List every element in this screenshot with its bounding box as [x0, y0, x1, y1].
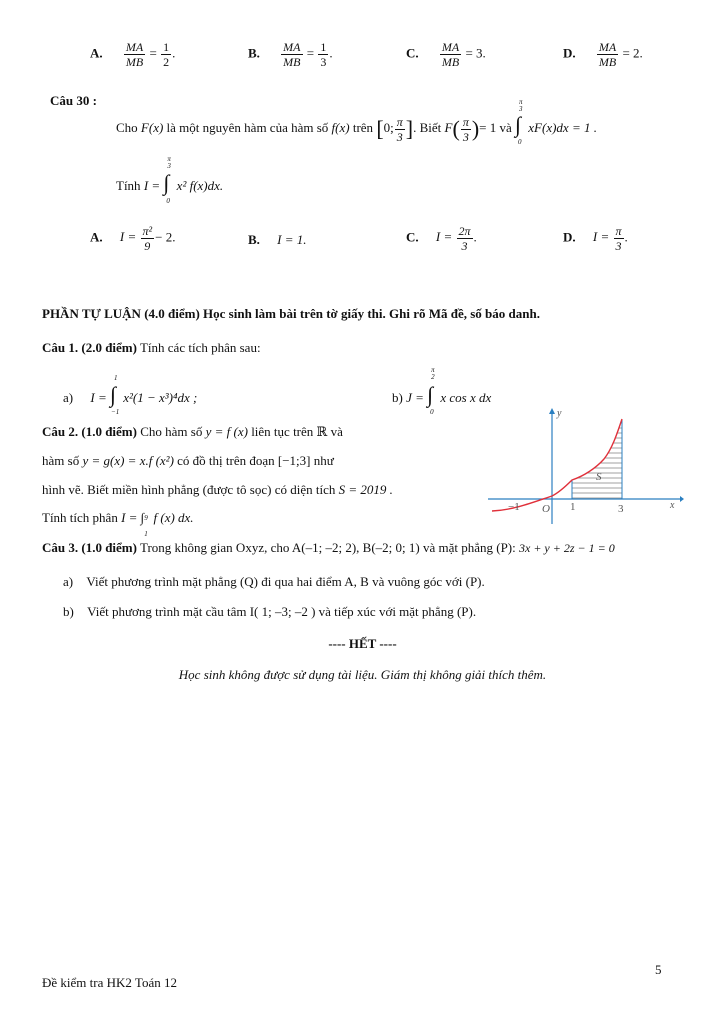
fraction: $\frac{MA}{MB}$: [125, 40, 144, 69]
tick-3-label: 3: [618, 503, 624, 515]
fraction: $\frac{\text{π²}}{9}$: [142, 224, 153, 253]
tick-neg1-label: −1: [508, 501, 520, 513]
c3-part-a: a) Viết phương trình mặt phẳng (Q) đi qua hai điểm A, B và vuông góc với (P).: [63, 574, 485, 589]
x-axis-arrow-icon: [680, 496, 684, 502]
y-axis-label: y: [557, 408, 562, 419]
end-marker: ---- HẾT ----: [328, 636, 397, 651]
curve-g: [492, 419, 622, 511]
tick-1-label: 1: [570, 501, 576, 513]
integral-sign: ∫ π 3 0: [163, 155, 171, 205]
essay-header: PHẦN TỰ LUẬN (4.0 điểm) Học sinh làm bài trên tờ giấy thi. Ghi rõ Mã đề, số báo danh.: [42, 306, 540, 321]
integral-sign: ∫ π 3 0: [515, 98, 523, 146]
c1-heading: Câu 1. (2.0 điểm) Tính các tích phân sau:: [42, 340, 261, 355]
fraction: $\frac{1}{3}$: [320, 40, 327, 69]
c3-part-b: b) Viết phương trình mặt cầu tâm I( 1; –3; –2 ) và tiếp xúc với mặt phẳng (P).: [63, 604, 477, 619]
q30-title: Câu 30 :: [50, 93, 97, 108]
shaded-region: [569, 423, 624, 498]
q29-option-a: A. $\frac{MA}{MB}$ = $\frac{1}{2}$ .: [90, 40, 176, 69]
c2-line2: hàm số y = g(x) = x.f (x²) có đồ thị trên đoạn [−1;3] như: [42, 453, 334, 468]
c2-line3: hình vẽ. Biết miền hình phẳng (được tô sọc) có diện tích S = 2019 .: [42, 482, 393, 497]
integral-sign: ∫ π 2 0: [427, 366, 435, 416]
closing-note: Học sinh không được sử dụng tài liệu. Giám thị không giải thích thêm.: [178, 667, 547, 682]
q30-option-c: C. I = $\frac{2\pi}{3}$ .: [406, 224, 477, 253]
fraction: $\frac{\pi}{3}$: [396, 114, 403, 144]
q30-option-d: D. I = $\frac{\pi}{3}$ .: [563, 224, 628, 253]
fraction: $\frac{\pi}{3}$: [615, 224, 622, 253]
footer-text: Đề kiểm tra HK2 Toán 12: [42, 975, 177, 990]
c2-line4: Tính tích phân I = ∫ 9 1 f (x) dx.: [42, 510, 194, 538]
x-axis-label: x: [670, 500, 675, 511]
c3-heading: Câu 3. (1.0 điểm) Trong không gian Oxyz, cho A(–1; –2; 2), B(–2; 0; 1) và mặt phẳng (P): 3x + y + 2z − 1 = 0: [42, 540, 615, 555]
q30-option-a: A. I = $\frac{\text{π²}}{9}$ − 2.: [90, 224, 176, 253]
fraction: $\frac{MA}{MB}$: [283, 40, 301, 69]
q29-option-c: C. $\frac{MA}{MB}$ = 3.: [406, 40, 486, 69]
area-label: S: [596, 471, 602, 483]
c2-line1: Câu 2. (1.0 điểm) Cho hàm số y = f (x) liên tục trên ℝ và: [42, 424, 343, 439]
c1-part-a: a) I = ∫ 1 −1 x²(1 − x³)⁴dx ;: [63, 374, 198, 416]
q29-option-b: B. $\frac{MA}{MB}$ = $\frac{1}{3}$ .: [248, 40, 333, 69]
q29-option-d: D. $\frac{MA}{MB}$ = 2.: [563, 40, 643, 69]
c1-part-b: b) J = ∫ π 2 0 x cos x dx: [392, 366, 492, 416]
origin-label: O: [542, 503, 550, 515]
integral-sign: ∫ 1 −1: [109, 374, 120, 416]
fraction: $\frac{MA}{MB}$: [441, 40, 460, 69]
function-graph: [484, 404, 684, 526]
fraction: $\frac{1}{2}$: [163, 40, 170, 69]
fraction: $\frac{MA}{MB}$: [598, 40, 617, 69]
q30-line1: Cho F(x) là một nguyên hàm của hàm số f(x) trên [0; $\frac{\pi}{3}$ ]. Biết F( $\frac{\pi}{3}$ )= 1 và ∫ π 3 0 xF(x)dx = 1 .: [116, 98, 597, 146]
q30-option-b: B. I = 1.: [248, 232, 307, 247]
q30-line2: Tính I = ∫ π 3 0 x² f(x)dx.: [116, 155, 224, 205]
y-axis-arrow-icon: [549, 408, 555, 414]
fraction: $\frac{2\pi}{3}$: [458, 224, 471, 253]
page-number: 5: [655, 962, 662, 977]
fraction: $\frac{\pi}{3}$: [462, 114, 469, 144]
